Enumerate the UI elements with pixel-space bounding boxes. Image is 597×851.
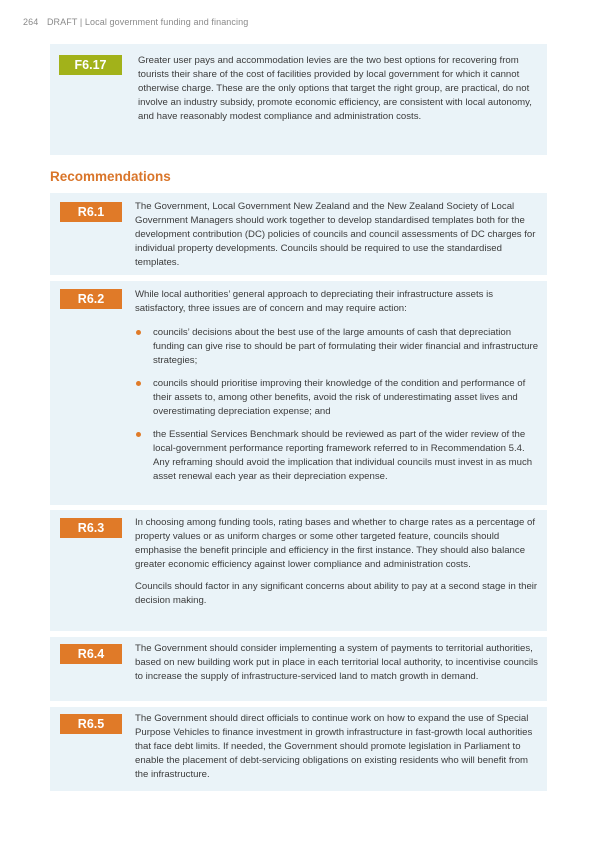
bullet-dot-icon xyxy=(136,381,141,386)
recommendation-text-block xyxy=(135,200,543,270)
finding-label: F6.17 xyxy=(59,55,122,75)
recommendation-label: R6.1 xyxy=(60,202,122,222)
recommendation-paragraph: In choosing among funding tools, rating bases and whether to charge rates as a percentage of property values or as uniform charges or some other targeted feature, councils should emphasise the benefit principle and efficiency in the first instance. They should also balance greater economic efficiency against lower compliance and administration costs. xyxy=(135,517,536,570)
recommendation-paragraph: The Government, Local Government New Zealand and the New Zealand Society of Local Government Managers should work together to develop standardised templates both for the development contribution (DC) policies of councils and council assessments of DC charges for individual property developments. Councils should be required to use the standardised templates. xyxy=(135,201,536,268)
recommendation-panel-r6-4 xyxy=(50,637,547,701)
recommendation-panel-r6-5 xyxy=(50,707,547,791)
bullet-dot-icon xyxy=(136,432,141,437)
recommendation-text-block xyxy=(135,288,543,484)
finding-panel xyxy=(50,44,547,155)
recommendation-panel-r6-2 xyxy=(50,281,547,505)
finding-text: Greater user pays and accommodation levies are the two best options for recovering from tourists their share of the cost of facilities provided by local government for which it cannot otherwise charge. These are the only options that target the right group, are practical, do not involve an industry subsidy, promote economic efficiency, are consistent with local autonomy, and have reasonably modest compliance and administration costs. xyxy=(138,55,532,122)
section-title: Recommendations xyxy=(50,169,171,184)
recommendation-label: R6.4 xyxy=(60,644,122,664)
page-number: 264 xyxy=(23,17,39,27)
recommendation-paragraph: The Government should consider implementing a system of payments to territorial authorities, based on new building work put in place in each territorial local authority, to incentivise councils to increase the supply of infrastructure-serviced land to match growth in demand. xyxy=(135,643,538,682)
recommendation-bullet-list xyxy=(135,326,543,484)
bullet-item: the Essential Services Benchmark should be reviewed as part of the wider review of the local-government performance reporting framework referred to in Recommendation 5.4. Any reframing should avoid the implication that individual councils must invest in as much asset renewal each year as their depreciation expense. xyxy=(135,428,543,484)
running-header xyxy=(23,17,248,27)
recommendation-text-block xyxy=(135,712,543,782)
recommendation-paragraph: While local authorities’ general approach to depreciating their infrastructure assets is satisfactory, three issues are of concern and may require action: xyxy=(135,289,493,314)
recommendation-panel-r6-1 xyxy=(50,193,547,275)
recommendation-paragraph: The Government should direct officials to continue work on how to expand the use of Special Purpose Vehicles to finance investment in growth infrastructure in fast-growth local authorities that face debt limits. If needed, the Government should promote legislation in Parliament to enable the placement of debt-servicing obligations on existing residents who will benefit from the infrastructure. xyxy=(135,713,533,780)
bullet-dot-icon xyxy=(136,330,141,335)
recommendation-label: R6.2 xyxy=(60,289,122,309)
recommendation-text-block xyxy=(135,516,543,608)
recommendation-label: R6.5 xyxy=(60,714,122,734)
recommendation-text-block xyxy=(135,642,543,684)
document-title: DRAFT | Local government funding and financing xyxy=(46,17,249,27)
recommendation-panel-r6-3 xyxy=(50,510,547,631)
finding-text-block xyxy=(138,54,533,124)
bullet-item: councils should prioritise improving their knowledge of the condition and performance of their assets to, among other benefits, avoid the risk of underestimating asset lives and overestimating depreciation expense; and xyxy=(135,377,543,419)
bullet-item: councils’ decisions about the best use of the large amounts of cash that depreciation funding can give rise to should be part of formulating their wider financial and infrastructure strategies; xyxy=(135,326,543,368)
recommendation-paragraph: Councils should factor in any significant concerns about ability to pay at a second stage in their decision making. xyxy=(135,581,538,606)
recommendation-label: R6.3 xyxy=(60,518,122,538)
